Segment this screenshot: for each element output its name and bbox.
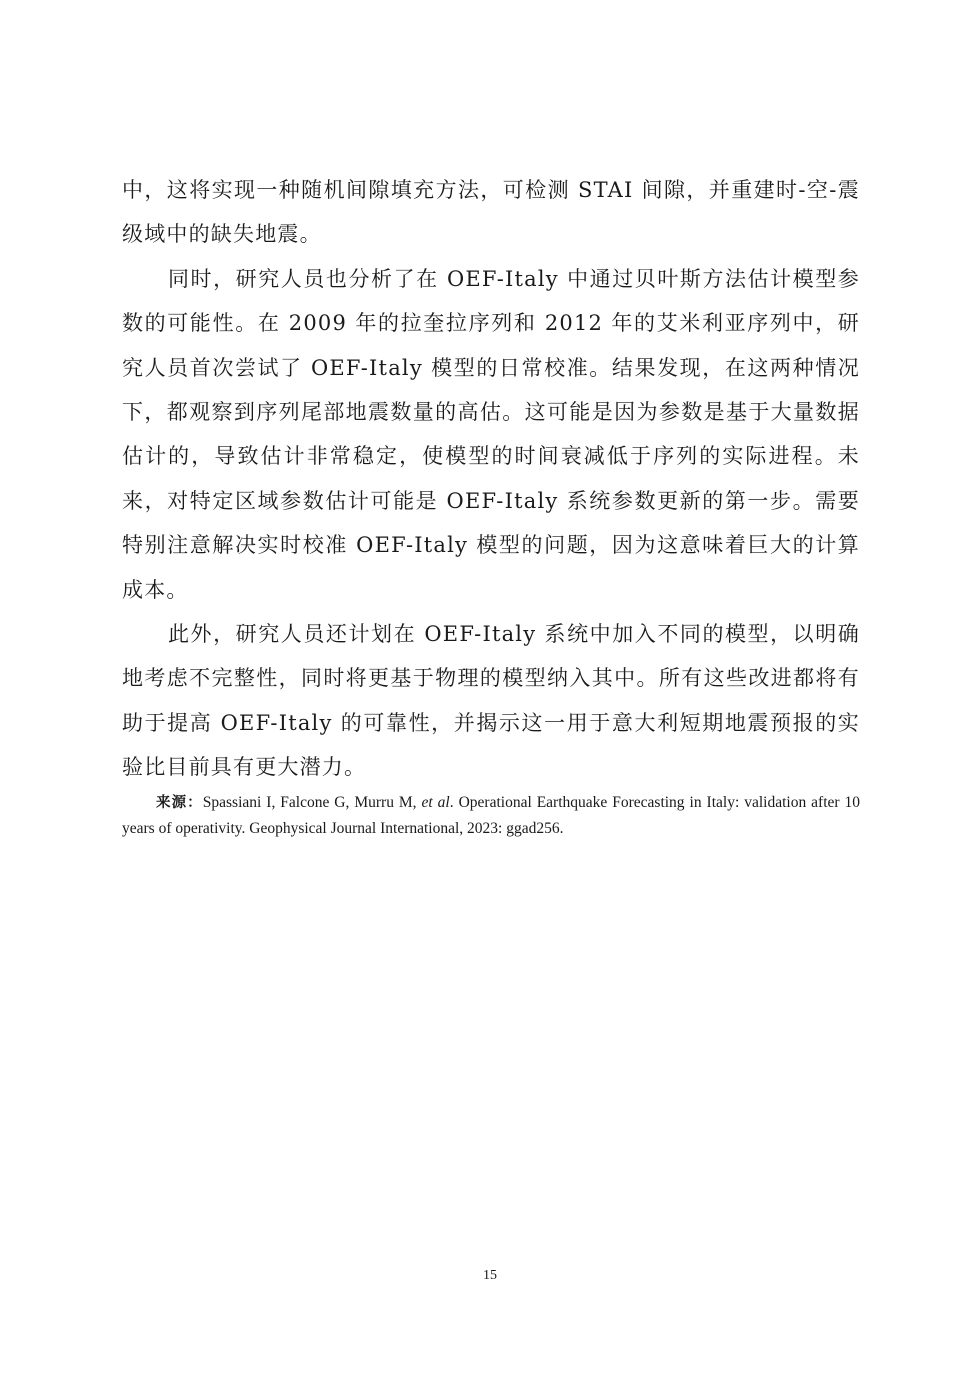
article-body — [122, 168, 860, 790]
source-label: 来源： — [156, 795, 203, 811]
paragraph-continued: 中，这将实现一种随机间隙填充方法，可检测 STAI 间隙，并重建时-空-震级域中的缺失地震。 — [122, 178, 860, 247]
source-details: . Operational Earthquake Forecasting in Italy: validation after 10 years of operativity. Geophysical Journal International, 2023: ggad256. — [122, 794, 861, 837]
source-etal: et al — [421, 794, 450, 811]
paragraph-bayesian-calibration: 同时，研究人员也分析了在 OEF-Italy 中通过贝叶斯方法估计模型参数的可能性。在 2009 年的拉奎拉序列和 2012 年的艾米利亚序列中，研究人员首次尝试了 OEF-Italy 模型的日常校准。结果发现，在这两种情况下，都观察到序列尾部地震数量的高估。这可能是因为参数是基于大量数据估计的，导致估计非常稳定，使模型的时间衰减低于序列的实际进程。未来，对特定区域参数估计可能是 OEF-Italy 系统参数更新的第一步。需要特别注意解决实时校准 OEF-Italy 模型的问题，因为这意味着巨大的计算成本。 — [122, 266, 860, 602]
page-number: 15 — [483, 1268, 497, 1283]
source-authors: Spassiani I, Falcone G, Murru M, — [202, 794, 422, 811]
paragraph-future-models: 此外，研究人员还计划在 OEF-Italy 系统中加入不同的模型，以明确地考虑不完整性，同时将更基于物理的模型纳入其中。所有这些改进都将有助于提高 OEF-Italy 的可靠性，并揭示这一用于意大利短期地震预报的实验比目前具有更大潜力。 — [122, 622, 860, 780]
source-citation — [122, 790, 860, 842]
